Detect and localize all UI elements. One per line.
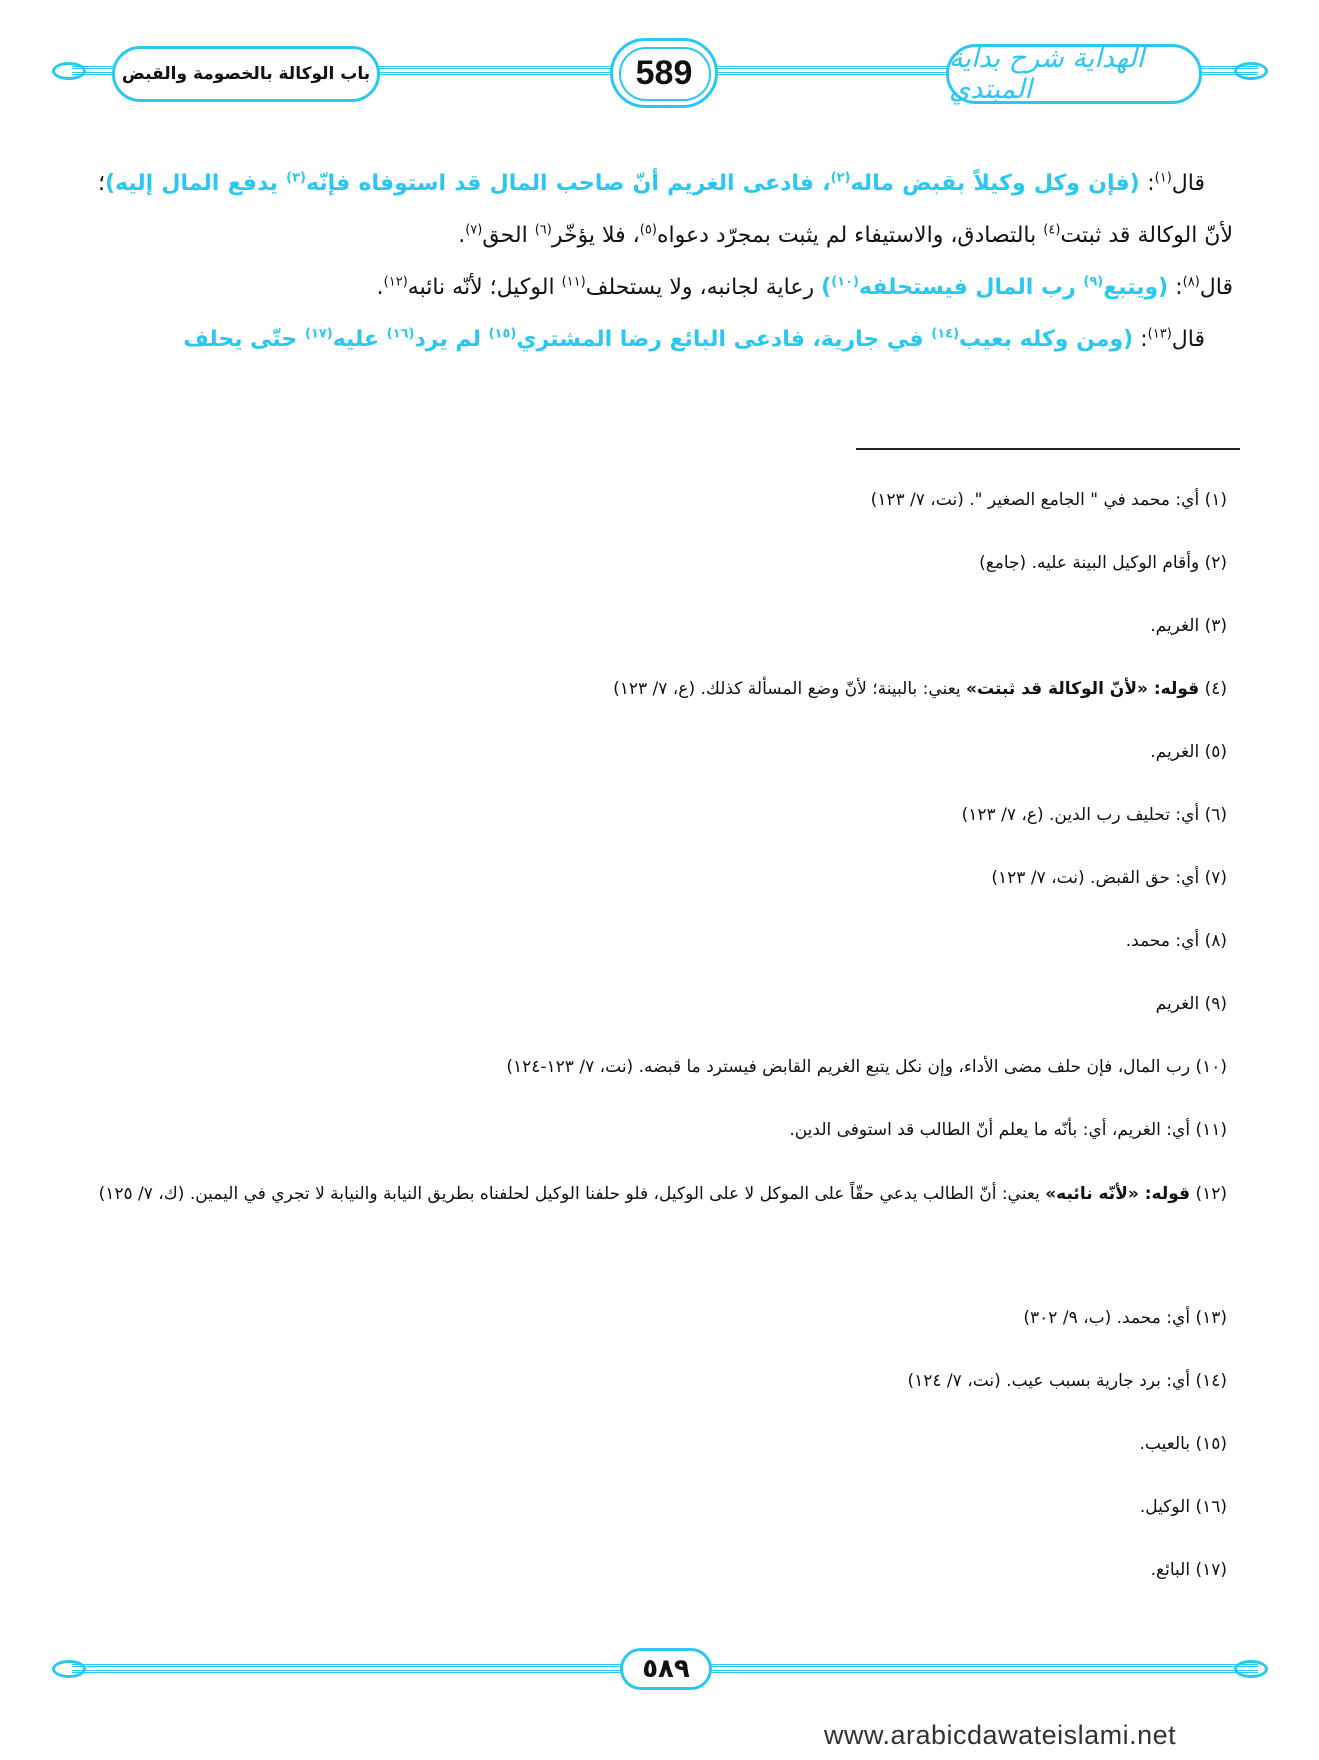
matn-text: (فإن وكل وكيلاً بقبض ماله bbox=[850, 171, 1140, 196]
chapter-title-frame bbox=[112, 46, 380, 102]
ornament-right bbox=[1234, 1660, 1268, 1678]
footer-page-number: ٥٨٩ bbox=[642, 1654, 690, 1684]
footnote-8: (٨) أي: محمد. bbox=[1125, 931, 1227, 951]
footnote-7: (٧) أي: حق القبض. (نت، ٧/ ١٢٣) bbox=[991, 868, 1227, 888]
paragraph-3: قال$^{(١٣)}$: (ومن وكله بعيب$^{(١٤)}$ في جارية، فادعى البائع رضا المشتري$^{(١٥)}$ لم يرد$^{(١٦)}$ عليه$^{(١٧)}$ حتّى يحلف bbox=[183, 326, 1205, 352]
footnote-3: (٣) الغريم. bbox=[1150, 616, 1227, 636]
ornament-right bbox=[1234, 62, 1268, 80]
ornament-left bbox=[52, 1660, 86, 1678]
footnote-14: (١٤) أي: برد جارية بسبب عيب. (نت، ٧/ ١٢٤) bbox=[907, 1371, 1227, 1391]
page-number: 589 bbox=[635, 53, 693, 92]
footnote-11: (١١) أي: الغريم، أي: بأنّه ما يعلم أنّ الطالب قد استوفى الدين. bbox=[789, 1120, 1227, 1140]
matn-text: (ويتبع bbox=[1103, 275, 1169, 300]
footer-page-frame bbox=[620, 1648, 712, 1690]
paragraph-2: قال$^{(٨)}$: (ويتبع$^{(٩)}$ رب المال فيستحلفه$^{(١٠)}$) رعاية لجانبه، ولا يستحلف$^{(١١)}$ الوكيل؛ لأنّه نائبه$^{(١٢)}$. bbox=[376, 274, 1233, 300]
matn-text: (ومن وكله بعيب bbox=[959, 327, 1134, 352]
footnote-16: (١٦) الوكيل. bbox=[1139, 1497, 1227, 1517]
footnote-9: (٩) الغريم bbox=[1155, 994, 1227, 1014]
footnote-13: (١٣) أي: محمد. (ب، ٩/ ٣٠٢) bbox=[1023, 1308, 1227, 1328]
footnote-1: (١) أي: محمد في " الجامع الصغير ". (نت، ٧/ ١٢٣) bbox=[870, 490, 1227, 510]
book-title-frame bbox=[946, 44, 1202, 104]
book-title: الهداية شرح بداية المبتدي bbox=[949, 43, 1145, 105]
website-watermark: www.arabicdawateislami.net bbox=[824, 1720, 1177, 1750]
footnote-5: (٥) الغريم. bbox=[1150, 742, 1227, 762]
footnote-2: (٢) وأقام الوكيل البينة عليه. (جامع) bbox=[979, 553, 1227, 573]
footnote-17: (١٧) البائع. bbox=[1150, 1560, 1227, 1580]
footnote-15: (١٥) بالعيب. bbox=[1139, 1434, 1227, 1454]
chapter-title: باب الوكالة بالخصومة والقبض bbox=[121, 64, 371, 84]
footnote-separator bbox=[856, 448, 1240, 450]
footnote-10: (١٠) رب المال، فإن حلف مضى الأداء، وإن نكل يتبع الغريم القابض فيسترد ما قبضه. (نت، ٧/ ١٢٣-١٢٤) bbox=[506, 1057, 1227, 1077]
paragraph-1: قال$^{(١)}$: (فإن وكل وكيلاً بقبض ماله$^{(٢)}$، فادعى الغريم أنّ صاحب المال قد استوفاه فإنّه$^{(٣)}$ يدفع المال إليه)؛ لأنّ الوكالة قد ثبتت$^{(٤)}$ بالتصادق، والاستيفاء لم يثبت بمجرّد دعواه$^{(٥)}$، فلا يؤخّر$^{(٦)}$ الحق$^{(٧)}$. bbox=[98, 170, 1233, 248]
footnote-6: (٦) أي: تحليف رب الدين. (ع، ٧/ ١٢٣) bbox=[961, 805, 1227, 825]
ornament-left bbox=[52, 62, 86, 80]
page-number-frame bbox=[610, 38, 718, 108]
footnote-12: (١٢) قوله: «لأنّه نائبه» يعني: أنّ الطالب يدعي حقّاً على الموكل لا على الوكيل، فلو حلفنا الوكيل لحلفناه بطريق النيابة والنيابة لا تجري في اليمين. (ك، ٧/ ١٢٥) bbox=[98, 1184, 1227, 1204]
footnote-4: (٤) قوله: «لأنّ الوكالة قد ثبتت» يعني: بالبينة؛ لأنّ وضع المسألة كذلك. (ع، ٧/ ١٢٣) bbox=[613, 679, 1227, 699]
